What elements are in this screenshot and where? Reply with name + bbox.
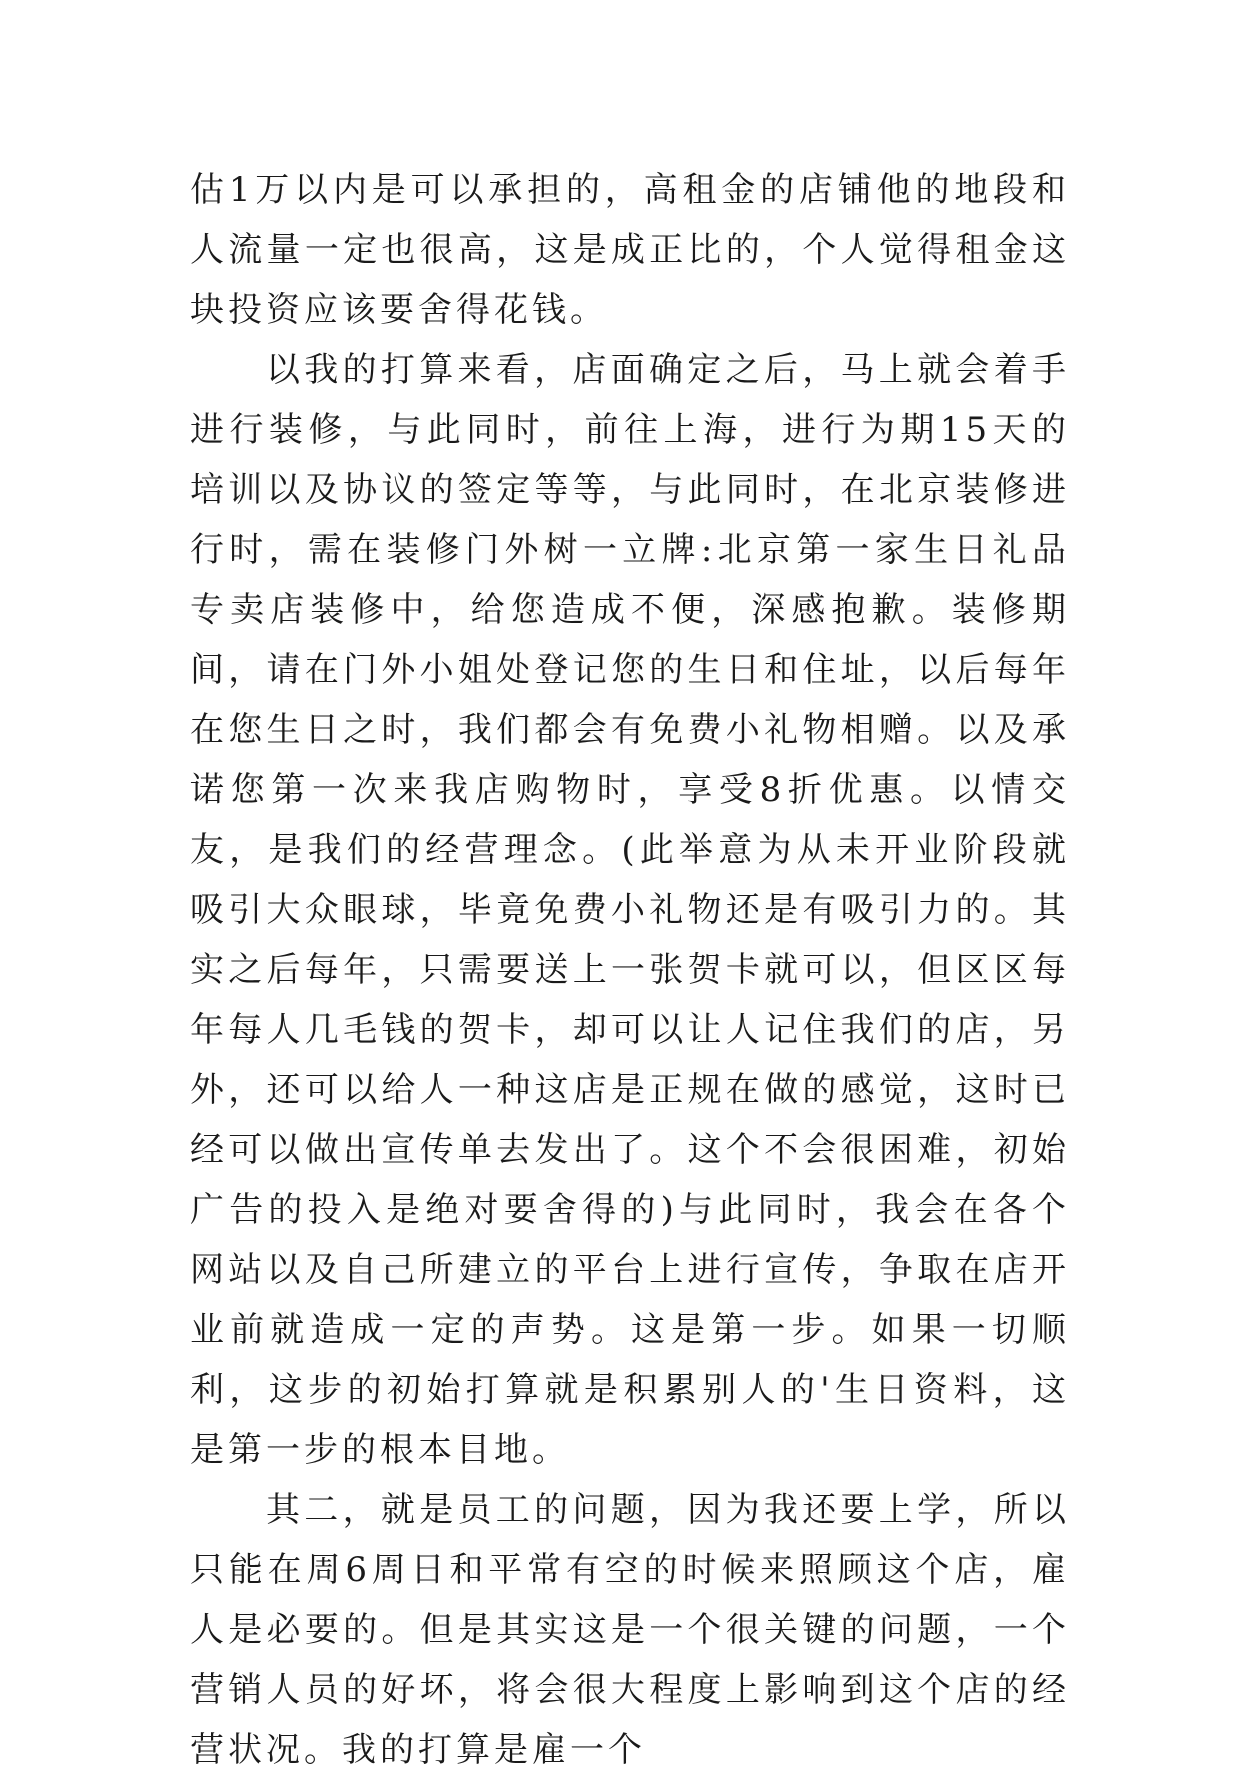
paragraph-staff-issue: 其二，就是员工的问题，因为我还要上学，所以只能在周6周日和平常有空的时候来照顾这个店，雇人是必要的。但是其实这是一个很关键的问题，一个营销人员的好坏，将会很大程度上影响到这个店的经营状况。我的打算是雇一个 (190, 1490, 1070, 1770)
paragraph-store-plan: 以我的打算来看，店面确定之后，马上就会着手进行装修，与此同时，前往上海，进行为期15天的培训以及协议的签定等等，与此同时，在北京装修进行时，需在装修门外树一立牌:北京第一家生日礼品专卖店装修中，给您造成不便，深感抱歉。装修期间，请在门外小姐处登记您的生日和住址，以后每年在您生日之时，我们都会有免费小礼物相赠。以及承诺您第一次来我店购物时，享受8折优惠。以情交友，是我们的经营理念。(此举意为从未开业阶段就吸引大众眼球，毕竟免费小礼物还是有吸引力的。其实之后每年，只需要送上一张贺卡就可以，但区区每年每人几毛钱的贺卡，却可以让人记住我们的店，另外，还可以给人一种这店是正规在做的感觉，这时已经可以做出宣传单去发出了。这个不会很困难，初始广告的投入是绝对要舍得的)与此同时，我会在各个网站以及自己所建立的平台上进行宣传，争取在店开业前就造成一定的声势。这是第一步。如果一切顺利，这步的初始打算就是积累别人的'生日资料，这是第一步的根本目地。 (190, 350, 1070, 1470)
document-body (190, 160, 1070, 1780)
paragraph-rent-continuation: 估1万以内是可以承担的，高租金的店铺他的地段和人流量一定也很高，这是成正比的，个人觉得租金这块投资应该要舍得花钱。 (190, 170, 1070, 330)
